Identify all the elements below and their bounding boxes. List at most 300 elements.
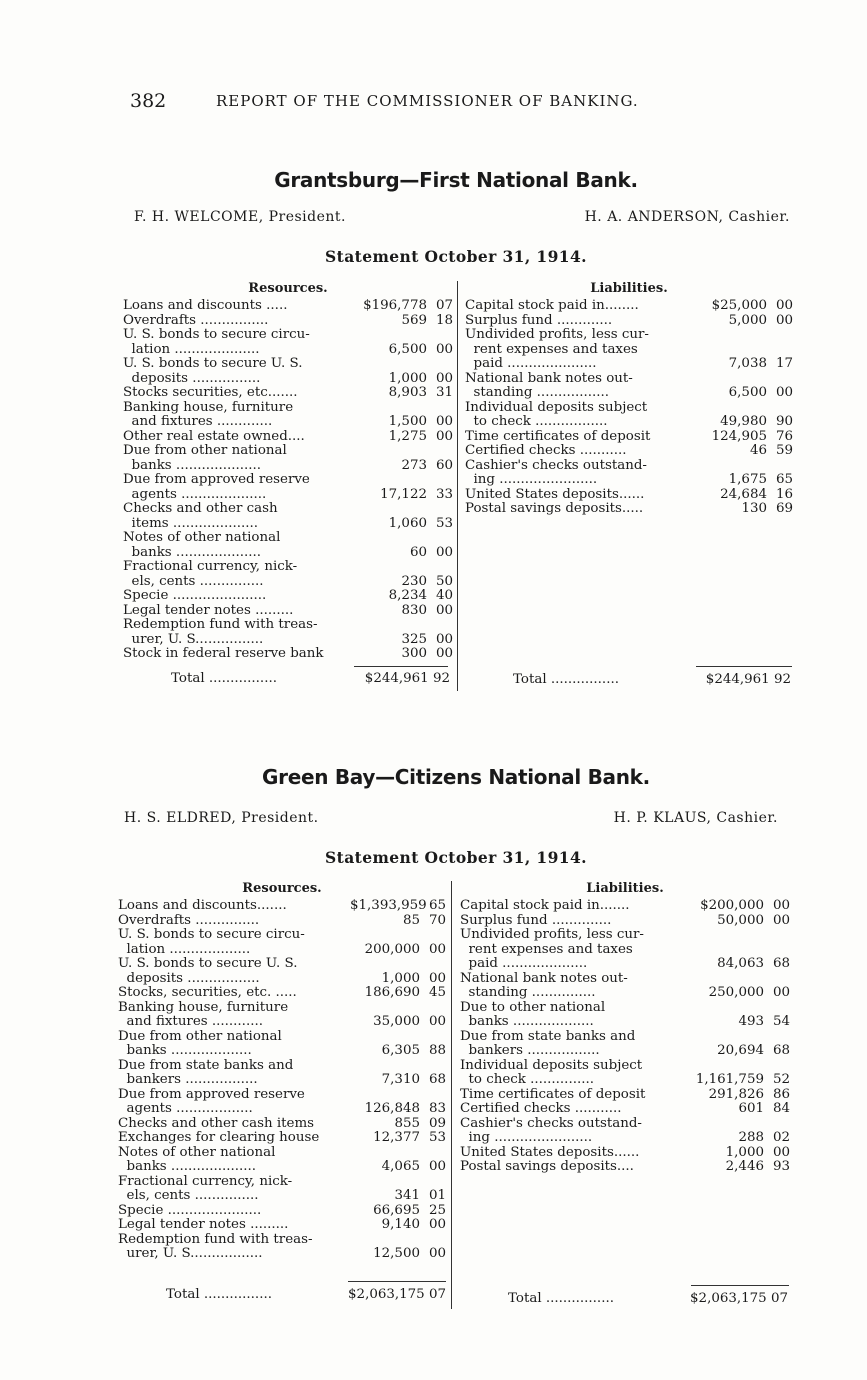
item-cents: 31 [435,385,453,400]
item-cents: 00 [428,1217,446,1232]
column-divider [457,281,458,691]
item-cents: 65 [775,472,793,487]
item-label: Due from approved reserve [118,1087,305,1102]
item-dollars: 1,161,759 [695,1072,764,1087]
item-label: banks .................... [118,1160,257,1174]
item-label: Surplus fund ............. [465,313,613,328]
statement-row [460,1160,790,1175]
item-cents [427,328,453,343]
statement-row [460,943,790,958]
statement-row [123,488,453,503]
item-dollars: 60 [409,544,427,560]
statement-row [123,618,453,633]
statement-row [118,899,446,914]
item-dollars: 6,500 [728,385,767,400]
item-label: Cashier's checks outstand- [465,458,647,473]
statement-row [460,1059,790,1074]
item-dollars: 17,122 [380,486,427,502]
statement-row [460,1001,790,1016]
item-cents: 69 [775,501,793,516]
statement-row [460,1073,790,1088]
item-cents [427,618,453,633]
item-label: Legal tender notes ......... [123,603,294,618]
item-label: Individual deposits subject [460,1058,643,1073]
item-label: Legal tender notes ......... [118,1218,289,1232]
statement-row [123,589,453,604]
item-dollars: 4,065 [381,1159,420,1174]
statement-row [123,459,453,474]
item-label: agents .................. [118,1102,253,1116]
item-dollars [357,328,427,343]
item-label: Cashier's checks outstand- [460,1116,642,1131]
item-dollars: 7,038 [728,356,767,371]
item-cents: 45 [428,985,446,1000]
statement-row [118,1001,446,1016]
item-dollars: 250,000 [708,985,764,1000]
item-cents [420,1088,446,1103]
item-cents: 17 [775,356,793,371]
liabilities-column [465,281,793,517]
statement-row [118,1015,446,1030]
statement-row [118,1233,446,1248]
statement-row [118,914,446,929]
resources-total: $244,961 92 [364,671,450,686]
statement-row [118,1073,446,1088]
item-label: Due from approved reserve [123,473,310,487]
item-label: Overdrafts ............... [118,913,260,928]
item-dollars [350,1146,420,1161]
item-dollars [694,1117,764,1132]
item-dollars: 46 [749,443,767,458]
item-dollars [357,357,427,372]
item-dollars: 186,690 [364,985,420,1000]
item-dollars: 6,500 [388,341,427,357]
item-cents [767,401,793,416]
item-cents: 88 [428,1043,446,1058]
item-cents: 00 [428,970,446,986]
liabilities-total-row [465,672,791,687]
item-dollars: 1,000 [388,370,427,386]
statement-row [118,1102,446,1117]
item-cents: 40 [435,588,453,603]
statement-row [123,546,453,561]
item-label: Banking house, furniture [118,1000,289,1015]
item-label: U. S. bonds to secure U. S. [123,357,303,371]
item-label: urer, U. S................. [118,1247,263,1261]
statement-row [465,415,793,430]
statement-row [460,1044,790,1059]
statement-row [465,357,793,372]
item-cents: 68 [772,956,790,971]
item-label: lation .................... [123,342,260,357]
statement-row [123,401,453,416]
item-label: Due from other national [118,1029,282,1044]
item-cents [764,943,790,958]
item-cents: 16 [775,486,793,502]
resources-total: $2,063,175 07 [348,1287,446,1302]
item-dollars [357,531,427,546]
item-cents: 86 [772,1086,790,1102]
item-cents: 00 [435,370,453,386]
item-label: U. S. bonds to secure circu- [123,328,310,342]
total-label: Total ................ [513,672,619,687]
statement-row [460,1146,790,1161]
item-dollars: 8,234 [388,588,427,603]
statement-row [460,986,790,1001]
statement-row [460,899,790,914]
balance-sheet [118,881,794,1331]
statement-row [123,502,453,517]
item-cents: 00 [775,312,793,328]
item-dollars: 49,980 [720,414,767,429]
resources-total-row [118,1287,446,1302]
item-label: Individual deposits subject [465,400,648,415]
item-label: ing ....................... [460,1131,593,1145]
item-cents [764,972,790,987]
item-cents: 00 [772,985,790,1000]
statement-row [118,1247,446,1262]
item-label: United States deposits...... [465,487,645,502]
item-label: Stock in federal reserve bank [123,647,324,661]
item-label: paid .................... [460,957,588,971]
statement-row [460,928,790,943]
statement-row [123,357,453,372]
item-label: Stocks, securities, etc. ..... [118,986,297,1000]
resources-column [118,881,446,1262]
statement-row [465,473,793,488]
statement-row [123,386,453,401]
statement-row [123,473,453,488]
item-cents: 84 [772,1101,790,1116]
item-dollars: 1,000 [725,1144,764,1160]
item-dollars: 1,000 [381,970,420,986]
liabilities-total-rule [696,666,792,667]
statement-row [465,502,793,517]
item-cents [427,473,453,488]
item-label: rent expenses and taxes [465,342,638,357]
item-cents: 00 [435,414,453,429]
item-dollars [697,459,767,474]
item-cents: 00 [772,1144,790,1160]
item-dollars [357,473,427,488]
resources-total-row [123,671,450,686]
statement-row [123,604,453,619]
statement-row [118,1131,446,1146]
item-cents: 76 [775,428,793,444]
item-label: National bank notes out- [465,371,633,386]
statement-row [123,415,453,430]
item-label: ing ....................... [465,473,598,487]
president-name: F. H. WELCOME, President. [134,209,346,225]
total-label: Total ................ [166,1287,272,1302]
statement-row [123,575,453,590]
statement-row [460,1088,790,1103]
statement-row [118,1030,446,1045]
bank-title: Grantsburg—First National Bank. [274,168,638,192]
item-label: Time certificates of deposit [465,429,651,444]
resources-total-rule [354,666,448,667]
item-cents: 00 [435,544,453,560]
total-label: Total ................ [171,671,277,686]
statement-row [123,560,453,575]
item-cents [764,1059,790,1074]
item-dollars: 8,903 [388,385,427,400]
item-cents: 07 [435,298,453,313]
item-label: Due from state banks and [118,1058,294,1073]
statement-row [465,372,793,387]
item-dollars [694,928,764,943]
statement-row [118,1146,446,1161]
statement-row [123,299,453,314]
statement-row [118,928,446,943]
statement-row [118,957,446,972]
item-label: bankers ................. [460,1044,600,1058]
statement-row [465,314,793,329]
statement-row [118,1160,446,1175]
item-dollars [357,444,427,459]
statement-row [123,314,453,329]
item-label: Capital stock paid in....... [460,899,630,913]
page-number: 382 [130,90,167,112]
liabilities-total-row [460,1291,788,1306]
item-dollars: $25,000 [711,298,767,313]
statement-row [118,1218,446,1233]
item-cents [420,928,446,943]
item-dollars: 325 [401,631,427,647]
bank-statement-grantsburg [118,168,794,713]
resources-total-rule [348,1281,446,1282]
item-dollars [697,401,767,416]
item-dollars [697,372,767,387]
item-label: standing ................. [465,386,610,400]
item-dollars: 12,377 [373,1130,420,1145]
item-dollars: 273 [401,457,427,473]
item-cents: 54 [772,1014,790,1029]
item-cents: 33 [435,486,453,502]
balance-sheet [118,281,794,711]
item-cents [420,1146,446,1161]
item-dollars [697,343,767,358]
item-dollars: 5,000 [728,312,767,328]
item-cents: 65 [428,898,446,913]
item-dollars [357,401,427,416]
item-label: Checks and other cash [123,502,278,516]
statement-row [460,1131,790,1146]
item-cents: 50 [435,573,453,589]
item-label: to check ................. [465,415,608,429]
running-title: REPORT OF THE COMMISSIONER OF BANKING. [216,92,639,110]
item-dollars [350,1088,420,1103]
statement-date: Statement October 31, 1914. [325,247,587,266]
statement-row [460,1117,790,1132]
item-label: National bank notes out- [460,971,628,986]
item-dollars [694,972,764,987]
item-cents [420,1001,446,1016]
item-dollars: 20,694 [717,1043,764,1058]
item-dollars: 569 [401,312,427,328]
item-cents [427,560,453,575]
item-dollars [357,560,427,575]
statement-row [123,531,453,546]
item-dollars: 200,000 [364,941,420,957]
item-label: Due from other national [123,444,287,458]
item-cents: 59 [775,443,793,458]
item-label: Certified checks ........... [460,1102,622,1116]
item-dollars: 84,063 [717,956,764,971]
item-dollars [694,1001,764,1016]
resources-list [118,899,446,1262]
officers-line [118,810,794,830]
statement-row [460,957,790,972]
item-label: Certified checks ........... [465,444,627,458]
item-cents: 70 [428,912,446,928]
president-name: H. S. ELDRED, President. [124,810,319,826]
item-cents: 00 [772,898,790,913]
item-cents: 93 [772,1159,790,1174]
item-dollars: 9,140 [381,1217,420,1232]
statement-row [460,914,790,929]
item-dollars: 35,000 [373,1014,420,1029]
liabilities-total: $2,063,175 07 [690,1291,788,1306]
item-dollars [350,1001,420,1016]
item-dollars: 24,684 [720,486,767,502]
item-label: Overdrafts ................ [123,313,269,328]
statement-row [123,328,453,343]
statement-row [465,444,793,459]
item-dollars: 855 [394,1115,420,1131]
item-cents: 00 [435,602,453,618]
item-label: Exchanges for clearing house [118,1131,320,1145]
liabilities-total: $244,961 92 [705,672,791,687]
item-cents: 53 [435,515,453,531]
item-dollars: 50,000 [717,912,764,928]
item-cents: 52 [772,1072,790,1087]
item-label: and fixtures ............ [118,1015,263,1029]
item-dollars [350,1175,420,1190]
item-cents [420,1059,446,1074]
item-dollars [350,928,420,943]
item-label: paid ..................... [465,357,597,371]
item-dollars [697,328,767,343]
item-label: banks ................... [118,1044,252,1058]
item-dollars: 291,826 [708,1086,764,1102]
item-label: Notes of other national [118,1145,276,1160]
statement-row [118,1044,446,1059]
item-label: Specie ...................... [123,589,267,603]
liabilities-total-rule [691,1285,789,1286]
item-dollars: 1,275 [388,428,427,444]
item-cents [427,401,453,416]
item-label: and fixtures ............. [123,415,273,429]
statement-row [465,488,793,503]
item-label: Fractional currency, nick- [118,1174,293,1189]
item-dollars: 126,848 [364,1101,420,1116]
item-cents [420,1233,446,1248]
item-cents [427,502,453,517]
item-label: Notes of other national [123,531,281,545]
statement-row [123,633,453,648]
item-dollars [357,618,427,633]
item-cents [427,444,453,459]
statement-row [460,972,790,987]
item-cents [764,1001,790,1016]
item-cents: 00 [435,341,453,357]
item-dollars: 6,305 [381,1043,420,1058]
item-cents [767,459,793,474]
liabilities-heading: Liabilities. [586,881,664,896]
item-label: banks .................... [123,545,262,560]
item-label: United States deposits...... [460,1145,640,1160]
item-label: deposits ................ [123,371,261,386]
item-label: standing ............... [460,986,596,1000]
statement-row [118,1204,446,1219]
item-dollars [350,1030,420,1045]
liabilities-heading: Liabilities. [590,281,668,296]
statement-row [460,1102,790,1117]
item-dollars [350,1233,420,1248]
item-cents: 18 [435,312,453,328]
statement-row [118,972,446,987]
statement-row [118,986,446,1001]
resources-list [123,299,453,662]
resources-heading: Resources. [242,881,322,896]
item-cents [427,531,453,546]
item-label: to check ............... [460,1073,594,1087]
item-label: urer, U. S................ [123,632,264,647]
item-label: Banking house, furniture [123,400,294,415]
item-cents [420,1175,446,1190]
statement-row [465,459,793,474]
item-label: Fractional currency, nick- [123,560,298,574]
item-dollars [694,1030,764,1045]
item-label: Capital stock paid in........ [465,299,639,313]
statement-row [465,299,793,314]
item-label: els, cents ............... [118,1189,259,1203]
item-cents [427,357,453,372]
item-dollars [350,1059,420,1074]
item-dollars: 7,310 [381,1072,420,1087]
statement-row [123,444,453,459]
liabilities-list [460,899,790,1175]
item-dollars: $196,778 [363,298,427,313]
bank-title: Green Bay—Citizens National Bank. [262,765,650,789]
statement-row [118,943,446,958]
item-label: Postal savings deposits..... [465,502,644,516]
statement-row [123,430,453,445]
item-cents [764,1030,790,1045]
item-dollars [350,957,420,972]
item-cents: 01 [428,1188,446,1203]
item-label: els, cents ............... [123,574,264,589]
item-dollars: 2,446 [725,1159,764,1174]
item-cents: 00 [435,428,453,444]
item-label: deposits ................. [118,971,260,986]
item-label: Redemption fund with treas- [118,1232,313,1247]
item-cents: 00 [435,631,453,647]
statement-row [123,372,453,387]
item-dollars [694,943,764,958]
item-cents: 09 [428,1115,446,1131]
item-cents: 90 [775,414,793,429]
resources-column [123,281,453,662]
item-cents [767,343,793,358]
item-label: Time certificates of deposit [460,1087,646,1102]
item-cents: 53 [428,1130,446,1145]
item-dollars [357,502,427,517]
cashier-name: H. P. KLAUS, Cashier. [613,810,778,826]
statement-row [123,647,453,662]
item-label: banks .................... [123,458,262,473]
